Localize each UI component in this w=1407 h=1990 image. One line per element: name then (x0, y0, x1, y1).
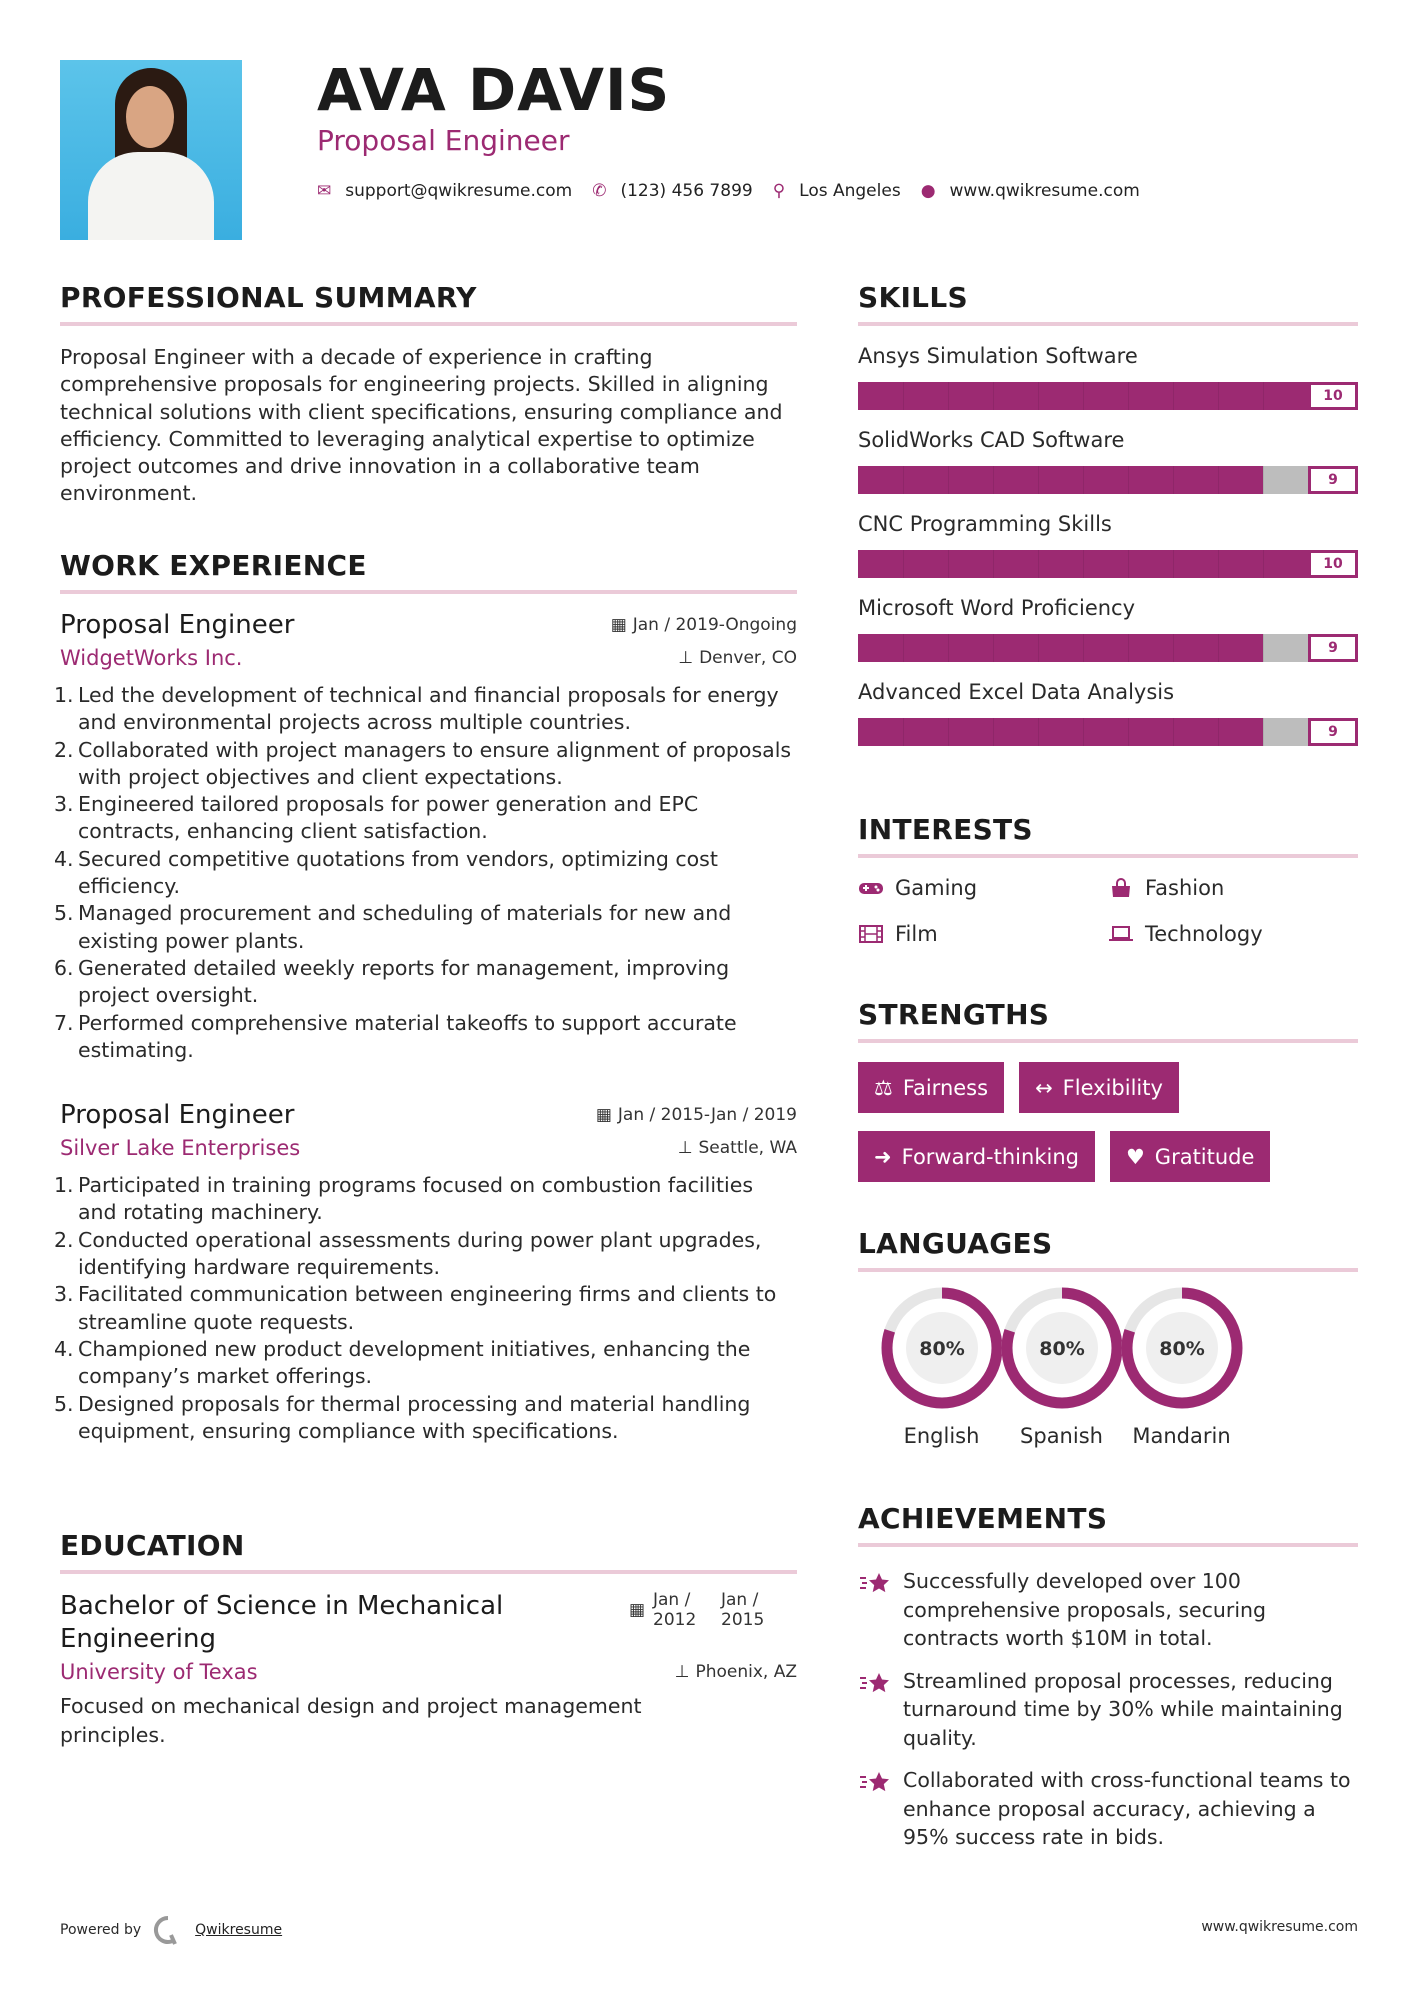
skills-section (858, 280, 1358, 746)
skill-bar (858, 718, 1358, 746)
job-location: ⊥ Denver, CO (678, 648, 797, 668)
language-name: English (903, 1424, 980, 1448)
language-donut (1120, 1286, 1244, 1410)
skill-level: 9 (1308, 466, 1358, 494)
arrows-h-icon: ↔ (1035, 1075, 1053, 1100)
summary-text: Proposal Engineer with a decade of experience in crafting comprehensive proposals for engineering projects. Skilled in aligning technical solutions with client specifications, ensuring compliance and efficiency. Committed to leveraging analytical expertise to optimize project outcomes and drive innovation in a collaborative team environment. (60, 345, 783, 506)
school-name: University of Texas (60, 1660, 258, 1684)
interests-section (858, 812, 1358, 948)
skill-bar (858, 634, 1358, 662)
qwikresume-logo-icon (153, 1915, 183, 1945)
bullet-item: 3. Engineered tailored proposals for power generation and EPC contracts, enhancing client satisfaction. (54, 792, 699, 844)
bullet-item: 1. Participated in training programs focused on combustion facilities and rotating machinery. (54, 1173, 754, 1225)
bullet-item: 5. Managed procurement and scheduling of materials for new and existing power plants. (54, 901, 732, 953)
skill-name: Microsoft Word Proficiency (858, 596, 1136, 620)
job-dates: ▦ Jan / 2019-Ongoing (610, 615, 797, 635)
degree-title: Bachelor of Science in Mechanical Engineering (60, 1591, 504, 1654)
bullet-item: 6. Generated detailed weekly reports for management, improving project oversight. (54, 955, 730, 1008)
job-title: Proposal Engineer (60, 1100, 295, 1131)
job-entry (54, 1098, 797, 1445)
bullet-item: 4. Secured competitive quotations from vendors, optimizing cost efficiency. (54, 846, 718, 899)
skill-name: SolidWorks CAD Software (858, 428, 1125, 452)
arrow-right-icon: ➜ (874, 1144, 892, 1169)
calendar-icon: ▦ (610, 615, 627, 635)
bullet-item: 3. Facilitated communication between engineering firms and clients to streamline quote requests. (54, 1282, 777, 1334)
calendar-icon: ▦ (628, 1600, 645, 1620)
skill-bar-fill (858, 382, 1358, 410)
job-location: ⊥ Seattle, WA (677, 1138, 797, 1159)
strengths-section (858, 997, 1358, 1182)
education-dates: ▦ Jan / 2012 Jan / 2015 (628, 1590, 765, 1630)
skill-level: 9 (1308, 634, 1358, 662)
summary-section (60, 280, 797, 508)
education-description: Focused on mechanical design and project management principles. (60, 1694, 642, 1747)
achievement-item (858, 1567, 1358, 1653)
language-name: Mandarin (1132, 1424, 1231, 1448)
job-bullets (54, 1172, 797, 1445)
skill-name: Advanced Excel Data Analysis (858, 680, 1175, 704)
language-percent: 80% (918, 1338, 965, 1360)
pin-icon: ⊥ (678, 648, 694, 668)
skill-level: 10 (1308, 550, 1358, 578)
job-dates: ▦ Jan / 2015-Jan / 2019 (595, 1105, 797, 1126)
section-heading: STRENGTHS (858, 997, 1358, 1043)
gamepad-icon (858, 878, 884, 898)
strength-badge: ♥ Gratitude (1110, 1131, 1270, 1182)
footer-website[interactable]: www.qwikresume.com (1201, 1919, 1358, 1935)
skill-name: Ansys Simulation Software (858, 344, 1138, 368)
candidate-title: Proposal Engineer (317, 124, 570, 157)
education-location: ⊥ Phoenix, AZ (674, 1662, 797, 1682)
education-section (60, 1528, 797, 1750)
skill-bar (858, 382, 1358, 410)
section-heading: ACHIEVEMENTS (858, 1501, 1358, 1547)
shooting-star-icon (858, 1770, 892, 1796)
email-link[interactable]: support@qwikresume.com (345, 181, 573, 201)
skill-item (858, 594, 1358, 662)
work-section (54, 548, 797, 1445)
pin-icon: ⊥ (677, 1138, 693, 1159)
strength-badge: ↔ Flexibility (1019, 1062, 1179, 1113)
skill-item (858, 510, 1358, 578)
balance-scale-icon: ⚖ (874, 1075, 893, 1100)
job-entry (54, 608, 797, 1064)
bullet-item: 2. Conducted operational assessments during power plant upgrades, identifying hardware requirements. (54, 1227, 762, 1280)
shopping-bag-icon (1108, 878, 1134, 898)
bullet-item: 5. Designed proposals for thermal processing and material handling equipment, ensuring compliance with specifications. (54, 1391, 751, 1443)
laptop-icon (1108, 924, 1134, 944)
skill-bar-fill (858, 718, 1263, 746)
achievements-section (858, 1501, 1358, 1852)
language-name: Spanish (1020, 1424, 1103, 1448)
skill-level: 10 (1308, 382, 1358, 410)
envelope-icon: ✉ (317, 181, 332, 201)
achievement-text: Successfully developed over 100 comprehensive proposals, securing contracts worth $10M in total. (903, 1569, 1267, 1650)
bullet-item: 1. Led the development of technical and financial proposals for energy and environmental projects across multiple countries. (54, 683, 779, 735)
section-heading: INTERESTS (858, 812, 1358, 858)
skill-bar (858, 466, 1358, 494)
pin-icon: ⊥ (674, 1662, 690, 1682)
company-name: Silver Lake Enterprises (60, 1136, 301, 1161)
skill-item (858, 678, 1358, 746)
skill-name: CNC Programming Skills (858, 512, 1112, 536)
skill-bar-fill (858, 550, 1358, 578)
language-percent: 80% (1158, 1338, 1205, 1360)
section-heading: SKILLS (858, 280, 1358, 326)
interest-film: Film (858, 920, 1108, 948)
film-icon (858, 924, 884, 944)
interest-gaming: Gaming (858, 874, 1108, 902)
phone-icon: ✆ (592, 181, 607, 201)
section-heading: WORK EXPERIENCE (60, 548, 797, 594)
qwikresume-link[interactable]: Qwikresume (195, 1922, 283, 1938)
shooting-star-icon (858, 1571, 892, 1597)
footer-powered-by: Powered by Qwikresume (60, 1915, 282, 1945)
company-name: WidgetWorks Inc. (60, 646, 243, 670)
section-heading: EDUCATION (60, 1528, 797, 1574)
profile-photo (60, 60, 242, 240)
bullet-item: 4. Championed new product development initiatives, enhancing the company’s market offerings. (54, 1336, 751, 1389)
calendar-icon: ▦ (595, 1105, 612, 1126)
interest-technology: Technology (1108, 920, 1358, 948)
job-title: Proposal Engineer (60, 610, 295, 640)
strength-badge: ⚖ Fairness (858, 1062, 1004, 1113)
strength-badge: ➜ Forward-thinking (858, 1131, 1095, 1182)
website-link[interactable]: www.qwikresume.com (949, 181, 1140, 201)
language-percent: 80% (1038, 1338, 1085, 1360)
globe-icon: ● (920, 181, 936, 201)
skill-bar (858, 550, 1358, 578)
skill-item (858, 342, 1358, 410)
candidate-name: AVA DAVIS (317, 56, 671, 124)
skill-level: 9 (1308, 718, 1358, 746)
languages-section (858, 1226, 1358, 1448)
language-item (1098, 1286, 1265, 1448)
heart-icon: ♥ (1125, 1144, 1145, 1169)
skill-item (858, 426, 1358, 494)
skill-bar-fill (858, 466, 1263, 494)
contact-bar (317, 181, 1160, 201)
achievement-text: Collaborated with cross-functional teams to enhance proposal accuracy, achieving a 95% success rate in bids. (903, 1768, 1351, 1849)
section-heading: LANGUAGES (858, 1226, 1358, 1272)
section-heading: PROFESSIONAL SUMMARY (60, 280, 797, 326)
bullet-item: 7. Performed comprehensive material takeoffs to support accurate estimating. (54, 1010, 737, 1062)
bullet-item: 2. Collaborated with project managers to ensure alignment of proposals with project objectives and client expectations. (54, 737, 792, 789)
achievement-item (858, 1766, 1358, 1852)
job-bullets (54, 682, 797, 1064)
location-text: Los Angeles (799, 181, 901, 201)
shooting-star-icon (858, 1671, 892, 1697)
phone-text: (123) 456 7899 (620, 181, 753, 201)
interest-fashion: Fashion (1108, 874, 1358, 902)
skill-bar-fill (858, 634, 1263, 662)
map-marker-icon: ⚲ (772, 181, 786, 201)
achievement-item (858, 1667, 1358, 1753)
achievement-text: Streamlined proposal processes, reducing turnaround time by 30% while maintaining quality. (903, 1668, 1343, 1750)
